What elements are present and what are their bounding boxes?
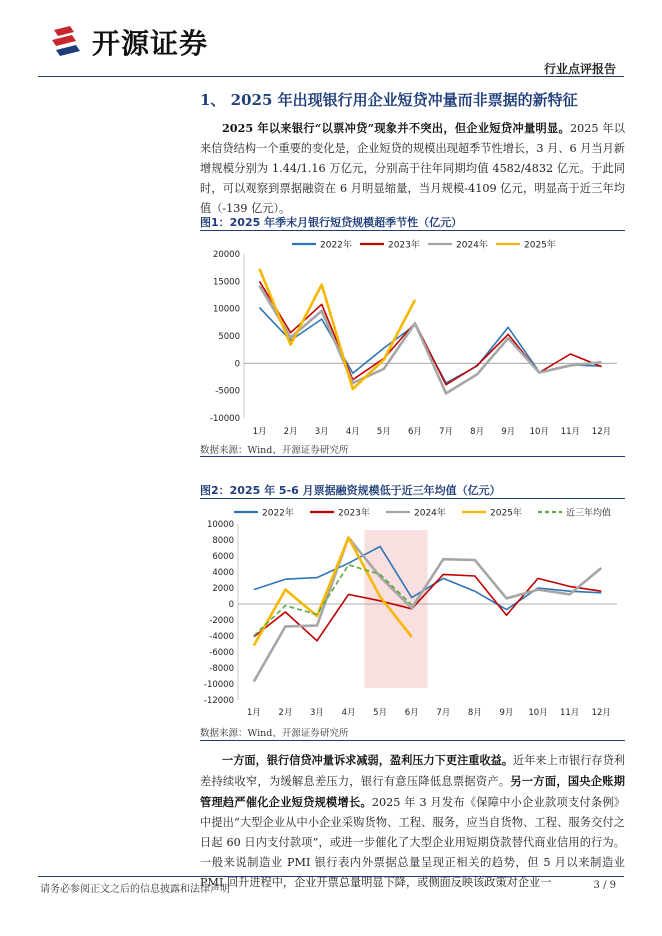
y-tick-label: -6000 — [209, 648, 234, 658]
legend-label: 近三年均值 — [566, 508, 612, 519]
y-tick-label: 5000 — [218, 332, 240, 342]
x-tick-label: 10月 — [528, 708, 548, 718]
paragraph-2-lead-1: 一方面，银行信贷冲量诉求减弱，盈利压力下更注重收益。 — [222, 753, 514, 767]
figure-1-rule — [200, 230, 625, 231]
paragraph-2-body-2: 2025 年 3 月发布《保障中小企业款项支付条例》中提出“大型企业从中小企业采购货物、工程、服务，应当自货物、工程、服务交付之日起 60 日内支付款项”，或进一步催化了大型企业用短期贷款替代商业信用的行为。一般来说制造业 PMI 银行表内外票据总量呈现正相关的趋势，但 5 月以来制造业 PMI 回升进程中，企业开票总量明显下降，或侧面反映该政策对企业一 — [200, 796, 625, 889]
figure-2-title: 图2：2025 年 5-6 月票据融资规模低于近三年均值（亿元） — [200, 484, 501, 497]
x-tick-label: 4月 — [345, 427, 360, 437]
paragraph-2-body-1: 近年来上市银行存贷利差持续收窄，为缓解息差压力，银行有意压降低息票据资产。 — [200, 754, 625, 788]
x-tick-label: 7月 — [436, 708, 451, 718]
legend-label: 2023年 — [338, 508, 370, 519]
figure-2-rule — [200, 498, 625, 499]
x-tick-label: 1月 — [246, 708, 261, 718]
paragraph-2 — [200, 750, 625, 893]
legend-label: 2022年 — [262, 508, 294, 519]
logo-icon — [50, 24, 84, 60]
series-line — [260, 286, 602, 394]
y-tick-label: 20000 — [212, 250, 240, 260]
x-tick-label: 12月 — [591, 708, 611, 718]
brand-name: 开源证券 — [92, 27, 209, 60]
x-tick-label: 12月 — [591, 427, 612, 437]
figure-2-source: 数据来源：Wind、开源证券研究所 — [200, 728, 349, 739]
legend-label: 2022年 — [320, 240, 352, 251]
x-tick-label: 8月 — [470, 427, 485, 437]
x-tick-label: 3月 — [314, 427, 329, 437]
y-tick-label: 10000 — [206, 520, 234, 530]
x-tick-label: 3月 — [309, 708, 324, 718]
figure-1-title: 图1：2025 年季末月银行短贷规模超季节性（亿元） — [200, 216, 463, 229]
x-tick-label: 2月 — [283, 427, 298, 437]
figure-1-chart — [200, 234, 625, 440]
header-divider — [38, 76, 624, 77]
legend-label: 2025年 — [524, 240, 556, 251]
figure-1-source: 数据来源：Wind、开源证券研究所 — [200, 445, 349, 456]
legend-label: 2023年 — [388, 240, 420, 251]
x-tick-label: 9月 — [501, 427, 516, 437]
figure-2-chart — [200, 502, 625, 720]
series-line — [260, 269, 416, 389]
x-tick-label: 11月 — [559, 708, 580, 718]
y-tick-label: -5000 — [215, 386, 240, 397]
page-number: 3 / 9 — [593, 880, 616, 891]
legend-label: 2024年 — [456, 240, 488, 251]
x-tick-label: 9月 — [499, 708, 514, 718]
y-tick-label: 0 — [228, 600, 234, 610]
x-tick-label: 6月 — [407, 427, 422, 437]
y-tick-label: 10000 — [212, 304, 240, 315]
paragraph-1 — [200, 118, 625, 219]
highlight-band — [364, 530, 427, 688]
legend-label: 2025年 — [490, 508, 522, 519]
x-tick-label: 1月 — [252, 427, 267, 437]
paragraph-1-body: 2025 年以来信贷结构一个重要的变化是，企业短贷的规模出现超季节性增长，3 月、6 月当月新增规模分别为 1.44/1.16 万亿元，分别高于往年同期均值 4582/4832 亿元。于此同时，可以观察到票据融资在 6 月明显缩量，当月规模-4109 亿元，明显高于近三年均值（-139 亿元）。 — [200, 122, 626, 215]
x-tick-label: 2月 — [278, 708, 293, 718]
legend-label: 2024年 — [414, 508, 446, 519]
footer-divider — [38, 876, 624, 877]
figure-2-bottom-rule — [200, 740, 625, 741]
y-tick-label: 6000 — [212, 552, 234, 562]
x-tick-label: 8月 — [467, 708, 482, 718]
section-title: 1、 2025 年出现银行用企业短贷冲量而非票据的新特征 — [200, 91, 578, 109]
report-type: 行业点评报告 — [543, 62, 616, 76]
x-tick-label: 5月 — [376, 427, 391, 437]
y-tick-label: 8000 — [212, 536, 234, 546]
y-tick-label: -12000 — [203, 696, 234, 706]
y-tick-label: -4000 — [209, 632, 234, 642]
x-tick-label: 10月 — [529, 427, 549, 437]
paragraph-2-lead-2: 另一方面，国央企账期管理趋严催化企业短贷规模增长。 — [200, 774, 625, 809]
x-tick-label: 6月 — [404, 708, 419, 718]
brand-logo — [50, 22, 208, 62]
x-tick-label: 4月 — [341, 708, 356, 718]
x-tick-label: 7月 — [439, 427, 454, 437]
x-tick-label: 11月 — [560, 427, 581, 437]
y-tick-label: 2000 — [212, 584, 234, 594]
paragraph-1-lead: 2025 年以来银行“以票冲贷”现象并不突出，但企业短贷冲量明显。 — [222, 121, 570, 135]
y-tick-label: -2000 — [209, 616, 234, 626]
y-tick-label: 15000 — [212, 277, 240, 288]
y-tick-label: -10000 — [203, 680, 234, 690]
x-tick-label: 5月 — [373, 708, 388, 718]
y-tick-label: -8000 — [209, 664, 234, 674]
figure-1-bottom-rule — [200, 456, 625, 457]
y-tick-label: 0 — [234, 359, 240, 370]
footer-disclaimer: 请务必参阅正文之后的信息披露和法律声明 — [40, 884, 230, 895]
y-tick-label: -10000 — [209, 414, 240, 424]
y-tick-label: 4000 — [212, 568, 234, 578]
